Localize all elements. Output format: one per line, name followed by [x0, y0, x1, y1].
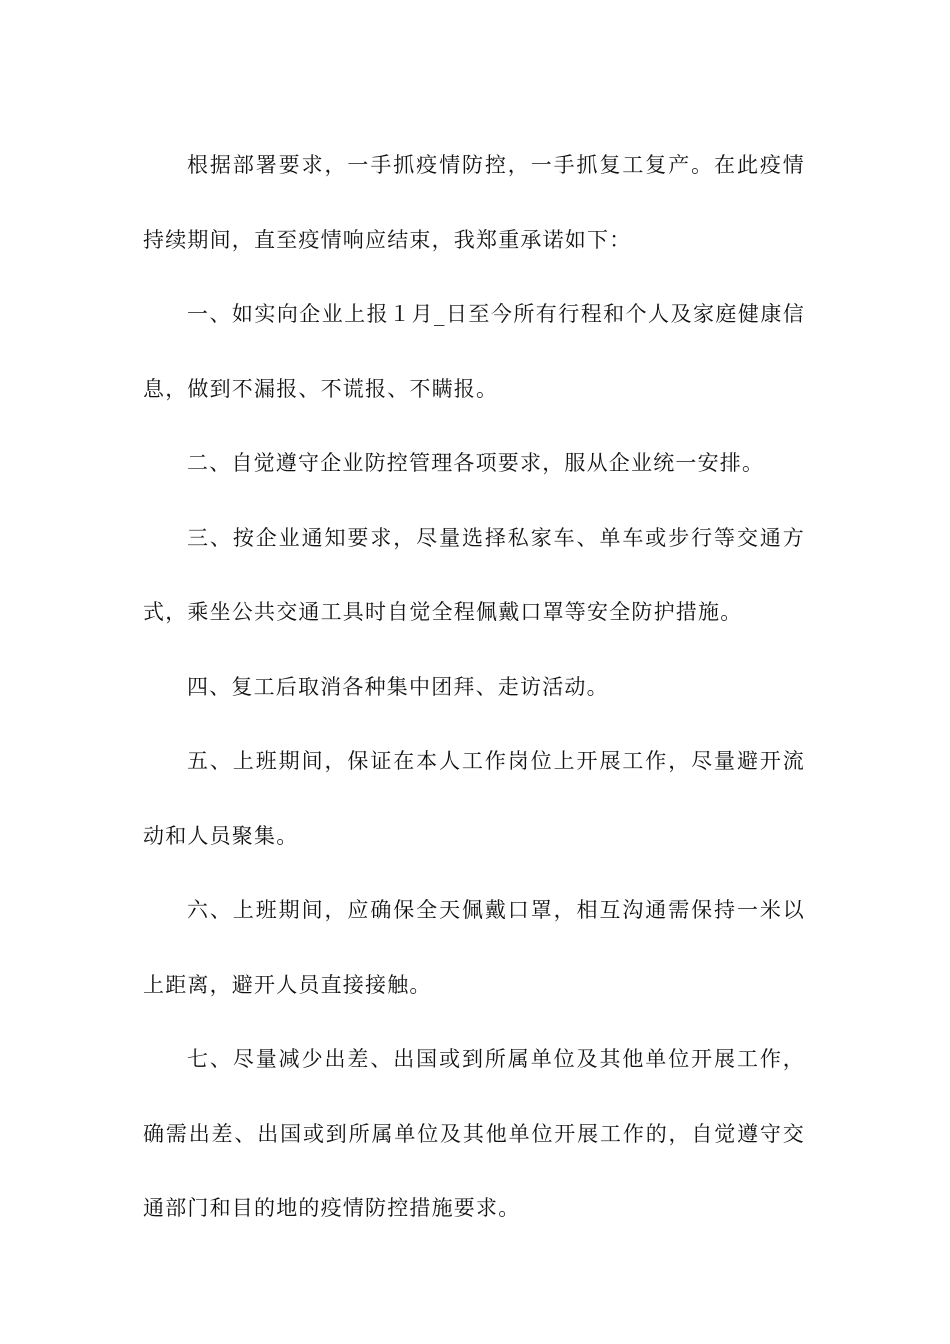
commitment-item-6: 六、上班期间，应确保全天佩戴口罩，相互沟通需保持一米以上距离，避开人员直接接触。 — [143, 898, 805, 997]
commitment-item-7: 七、尽量减少出差、出国或到所属单位及其他单位开展工作，确需出差、出国或到所属单位及其他单位开展工作的，自觉遵守交通部门和目的地的疫情防控措施要求。 — [143, 1047, 805, 1220]
document-body — [143, 128, 805, 1246]
commitment-item-2: 二、自觉遵守企业防控管理各项要求，服从企业统一安排。 — [187, 451, 765, 475]
intro-paragraph: 根据部署要求，一手抓疫情防控，一手抓复工复产。在此疫情持续期间，直至疫情响应结束，我郑重承诺如下： — [143, 153, 805, 252]
commitment-item-5: 五、上班期间，保证在本人工作岗位上开展工作，尽量避开流动和人员聚集。 — [143, 749, 805, 848]
commitment-item-3: 三、按企业通知要求，尽量选择私家车、单车或步行等交通方式，乘坐公共交通工具时自觉全程佩戴口罩等安全防护措施。 — [143, 525, 805, 624]
commitment-item-4: 四、复工后取消各种集中团拜、走访活动。 — [187, 674, 609, 699]
commitment-item-1: 一、如实向企业上报１月_日至今所有行程和个人及家庭健康信息，做到不漏报、不谎报、不瞒报。 — [143, 302, 805, 401]
